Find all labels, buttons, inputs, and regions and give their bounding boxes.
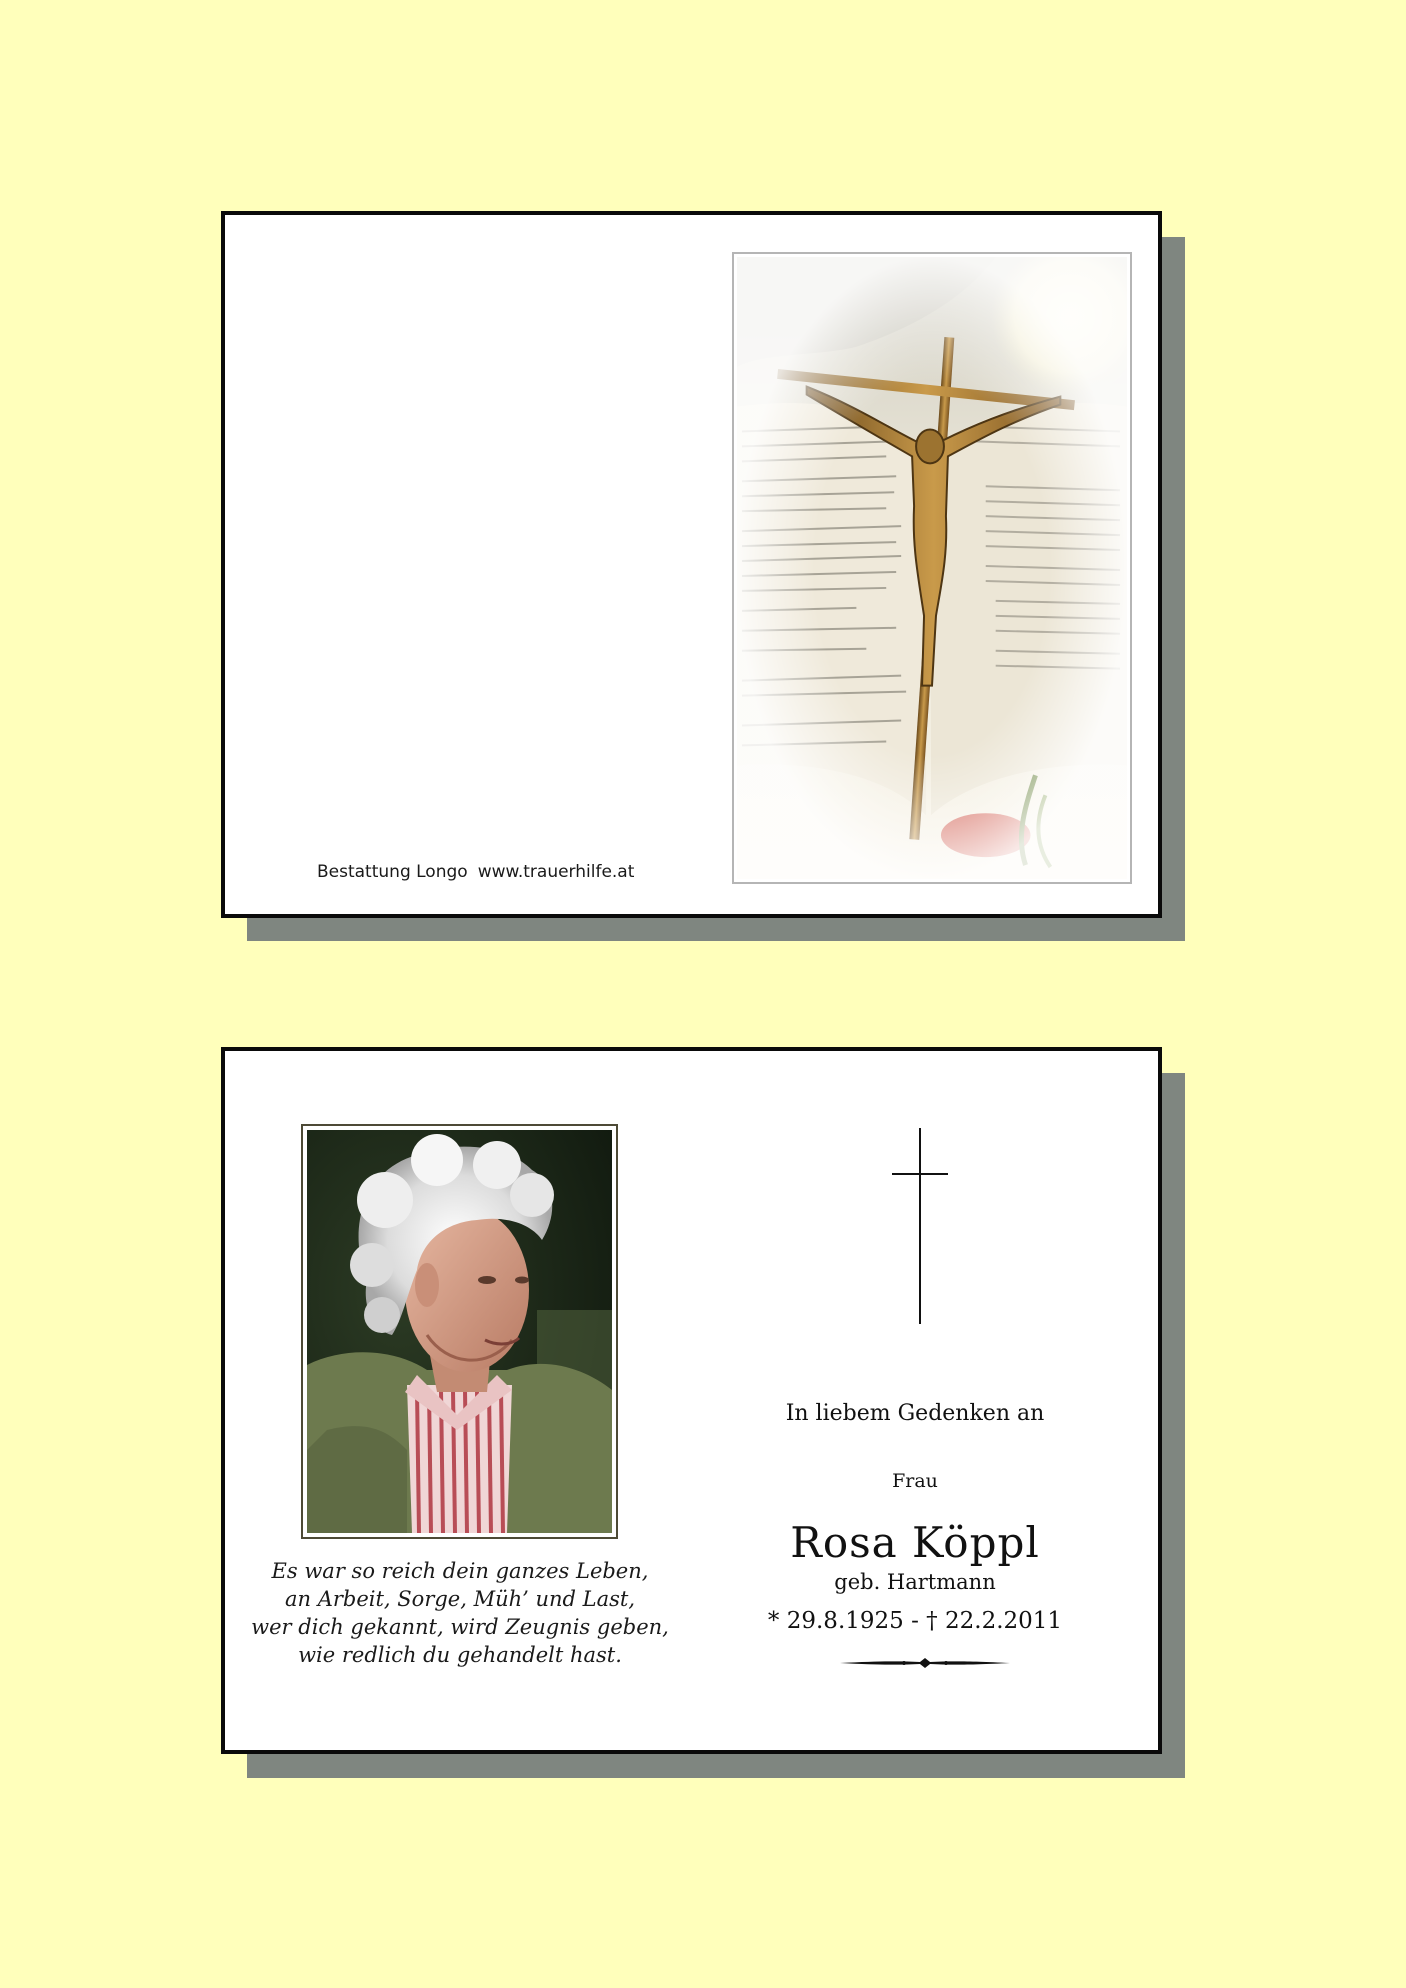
funeral-home-credit bbox=[317, 862, 634, 882]
poem-line: Es war so reich dein ganzes Leben, bbox=[271, 1559, 649, 1583]
inner-card bbox=[221, 1047, 1162, 1754]
deceased-name: Rosa Köppl bbox=[790, 1518, 1040, 1567]
memorial-heading: In liebem Gedenken an bbox=[785, 1401, 1045, 1426]
divider-ornament-icon bbox=[840, 1656, 1010, 1670]
funeral-home-website: www.trauerhilfe.at bbox=[477, 862, 635, 882]
life-dates: * 29.8.1925 - † 22.2.2011 bbox=[767, 1608, 1063, 1634]
maiden-name: geb. Hartmann bbox=[834, 1570, 996, 1594]
portrait-photo bbox=[307, 1130, 612, 1533]
crucifix-photo bbox=[732, 252, 1132, 884]
portrait-frame bbox=[301, 1124, 618, 1539]
crucifix-on-open-book-photo bbox=[737, 257, 1127, 879]
title-text: Frau bbox=[892, 1470, 938, 1492]
latin-cross-icon bbox=[890, 1128, 950, 1324]
memorial-poem bbox=[245, 1557, 675, 1669]
poem-line: an Arbeit, Sorge, Müh’ und Last, bbox=[284, 1587, 636, 1611]
front-card bbox=[221, 211, 1162, 918]
funeral-home-name: Bestattung Longo bbox=[317, 862, 468, 882]
poem-line: wie redlich du gehandelt hast. bbox=[298, 1643, 622, 1667]
poem-line: wer dich gekannt, wird Zeugnis geben, bbox=[251, 1615, 669, 1639]
